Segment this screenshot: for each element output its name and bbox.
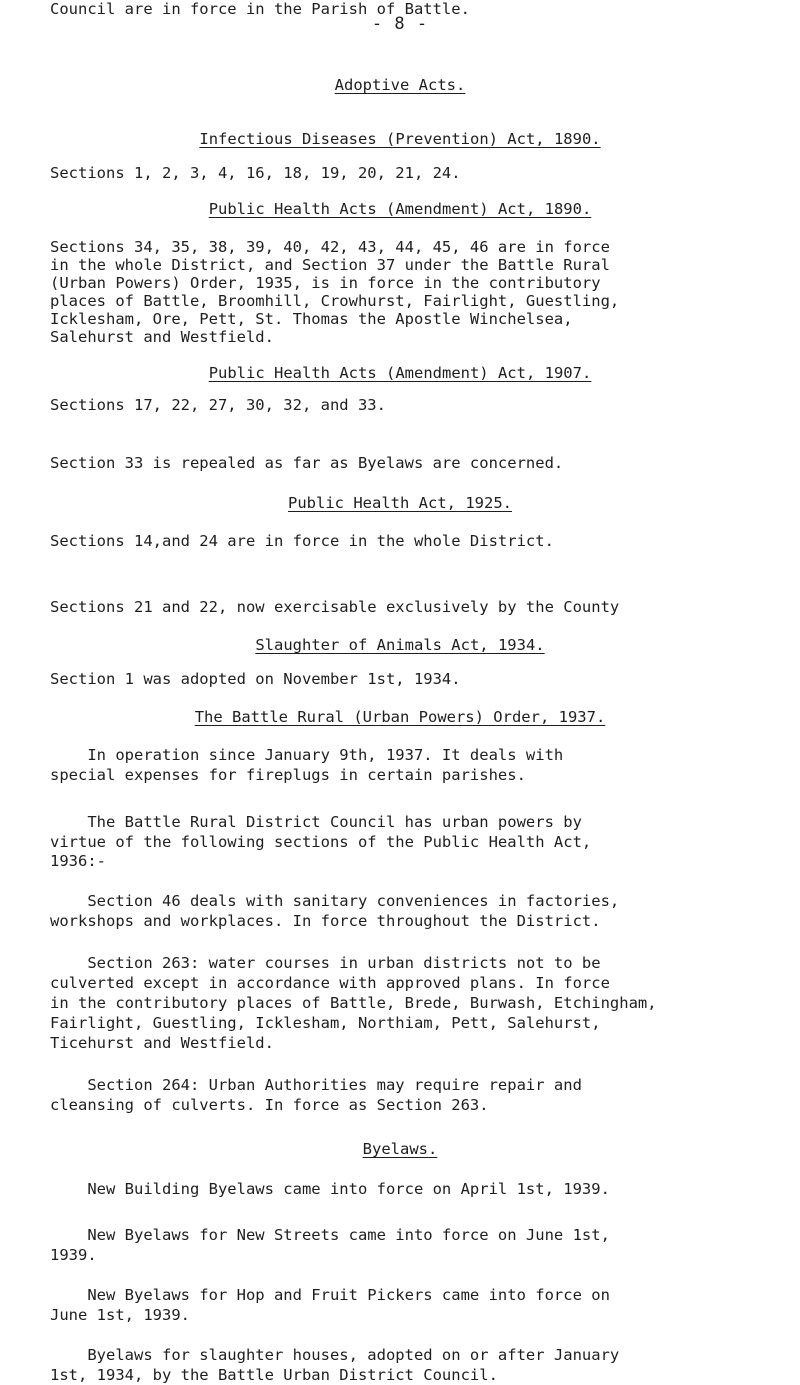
body-text-line: 1st, 1934, by the Battle Urban District Council. [50, 1366, 498, 1384]
body-text-line: Sections 14,and 24 are in force in the whole District. [50, 532, 554, 550]
body-text-line: Section 1 was adopted on November 1st, 1934. [50, 670, 461, 688]
section-heading: The Battle Rural (Urban Powers) Order, 1937. [194, 708, 606, 726]
body-text-line: Icklesham, Ore, Pett, St. Thomas the Apostle Winchelsea, [50, 310, 573, 328]
body-text-line: Sections 21 and 22, now exercisable exclusively by the County [50, 598, 620, 616]
body-text-line: Council are in force in the Parish of Battle. [50, 0, 470, 18]
body-text-line: Section 264: Urban Authorities may require repair and [50, 1076, 582, 1094]
page-number: - 8 - [371, 14, 429, 34]
body-text-line: virtue of the following sections of the Public Health Act, [50, 833, 592, 851]
body-text-line: New Building Byelaws came into force on April 1st, 1939. [50, 1180, 610, 1198]
body-text-line: Sections 17, 22, 27, 30, 32, and 33. [50, 396, 386, 414]
body-text-line: Ticehurst and Westfield. [50, 1034, 274, 1052]
body-text-line: In operation since January 9th, 1937. It deals with [50, 746, 564, 764]
section-heading: Public Health Acts (Amendment) Act, 1890. [208, 200, 592, 218]
body-text-line: Byelaws for slaughter houses, adopted on or after January [50, 1346, 620, 1364]
body-text-line: culverted except in accordance with approved plans. In force [50, 974, 610, 992]
section-heading: Slaughter of Animals Act, 1934. [255, 636, 545, 654]
body-text-line: 1939. [50, 1246, 97, 1264]
body-text-line: Fairlight, Guestling, Icklesham, Northiam, Pett, Salehurst, [50, 1014, 601, 1032]
section-heading: Infectious Diseases (Prevention) Act, 1890. [199, 130, 601, 148]
body-text-line: (Urban Powers) Order, 1935, is in force in the contributory [50, 274, 601, 292]
body-text-line: cleansing of culverts. In force as Section 263. [50, 1096, 489, 1114]
body-text-line: workshops and workplaces. In force throughout the District. [50, 912, 601, 930]
body-text-line: in the whole District, and Section 37 under the Battle Rural [50, 256, 610, 274]
body-text-line: Section 263: water courses in urban districts not to be [50, 954, 601, 972]
document-title: Adoptive Acts. [334, 76, 466, 94]
section-heading: Public Health Acts (Amendment) Act, 1907. [208, 364, 592, 382]
body-text-line: The Battle Rural District Council has urban powers by [50, 813, 582, 831]
body-text-line: Sections 1, 2, 3, 4, 16, 18, 19, 20, 21, 24. [50, 164, 461, 182]
body-text-line: Sections 34, 35, 38, 39, 40, 42, 43, 44, 45, 46 are in force [50, 238, 610, 256]
section-heading: Byelaws. [362, 1140, 438, 1158]
body-text-line: Salehurst and Westfield. [50, 328, 274, 346]
body-text-line: June 1st, 1939. [50, 1306, 190, 1324]
body-text-line: Section 46 deals with sanitary conveniences in factories, [50, 892, 620, 910]
body-text-line: special expenses for fireplugs in certain parishes. [50, 766, 526, 784]
body-text-line: in the contributory places of Battle, Brede, Burwash, Etchingham, [50, 994, 657, 1012]
section-heading: Public Health Act, 1925. [288, 494, 512, 512]
body-text-line: 1936:- [50, 852, 106, 870]
body-text-line: New Byelaws for New Streets came into force on June 1st, [50, 1226, 610, 1244]
body-text-line: New Byelaws for Hop and Fruit Pickers came into force on [50, 1286, 610, 1304]
body-text-line: Section 33 is repealed as far as Byelaws are concerned. [50, 454, 564, 472]
body-text-line: places of Battle, Broomhill, Crowhurst, Fairlight, Guestling, [50, 292, 620, 310]
